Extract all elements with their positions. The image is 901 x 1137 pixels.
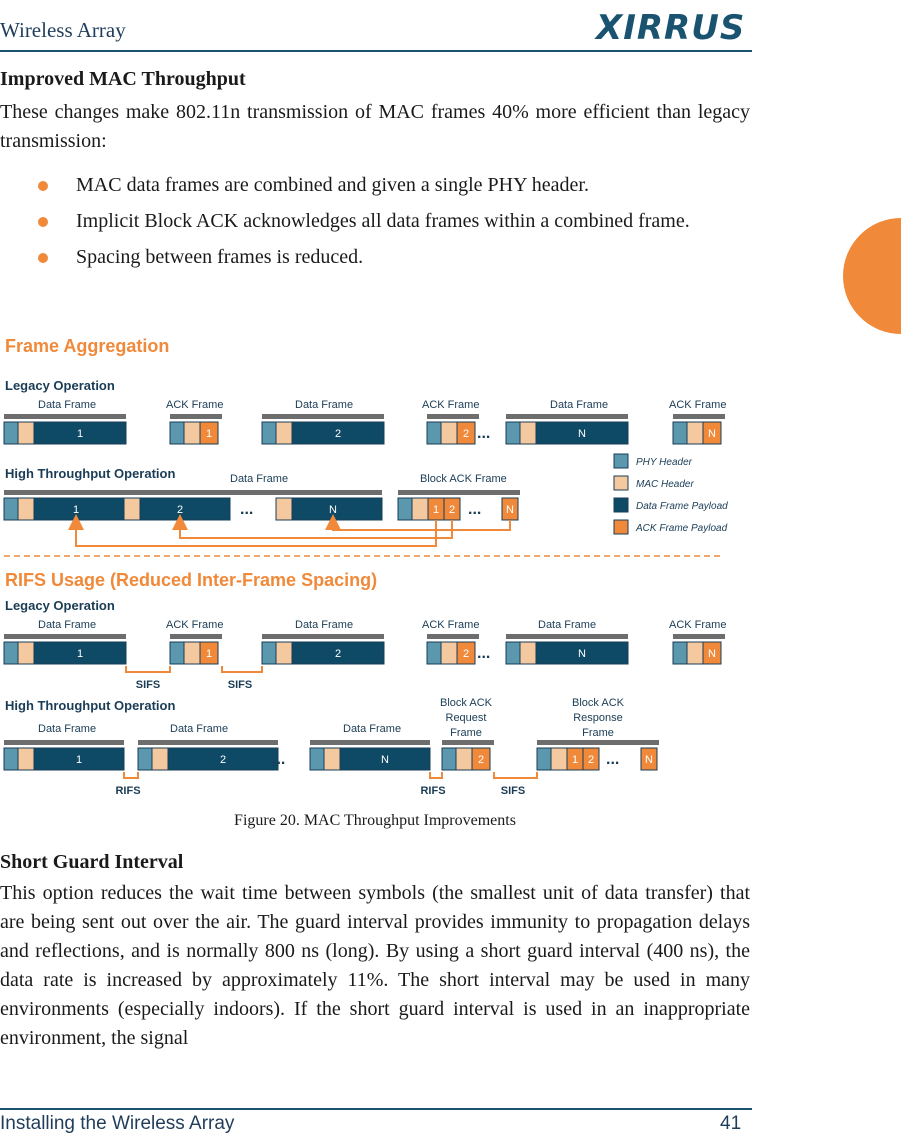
mac-header-cell [441, 642, 457, 664]
frame-bar [506, 634, 628, 639]
block-ack-response-label: Response [573, 712, 623, 724]
page-number: 41 [720, 1113, 742, 1134]
frame-number-label: 2 [176, 504, 184, 516]
frame-number-label: 2 [219, 754, 227, 766]
legend-swatch [614, 476, 628, 490]
frame-bar [537, 740, 659, 745]
frame-type-label: Data Frame [295, 399, 354, 411]
frame-bar [4, 490, 382, 495]
phy-header-cell [310, 748, 324, 770]
mac-header-cell [687, 642, 703, 664]
ack-number-label: N [506, 504, 514, 516]
frame-number-label: N [578, 648, 586, 660]
frame-type-label: Data Frame [295, 619, 354, 631]
footer-rule [0, 1108, 752, 1110]
phy-header-cell [4, 498, 18, 520]
ellipsis: ... [477, 425, 491, 442]
frame-type-label: ACK Frame [422, 619, 480, 631]
ack-mapping-arrow [76, 520, 436, 546]
ack-number-label: 1 [205, 428, 213, 440]
legend-label: PHY Header [636, 457, 692, 468]
ack-number-label: 2 [448, 504, 456, 516]
spacing-label: SIFS [135, 679, 161, 691]
mac-header-cell [184, 422, 200, 444]
header-title: Wireless Array [0, 18, 126, 42]
bullet-item: Implicit Block ACK acknowledges all data frames within a combined frame. [0, 207, 750, 235]
frame-bar [4, 634, 126, 639]
spacing-bracket [494, 772, 537, 778]
frame-bar [506, 414, 628, 419]
phy-header-cell [4, 422, 18, 444]
frame-bar [4, 740, 124, 745]
bullet-item: Spacing between frames is reduced. [0, 243, 750, 271]
ack-number-label: 1 [205, 648, 213, 660]
phy-header-cell [442, 748, 456, 770]
frame-number-label: 1 [76, 648, 84, 660]
spacing-bracket [124, 772, 138, 778]
mac-header-cell [276, 498, 292, 520]
legend-swatch [614, 498, 628, 512]
legend-label: ACK Frame Payload [636, 523, 728, 534]
spacing-label: RIFS [420, 785, 446, 797]
phy-header-cell [4, 642, 18, 664]
phy-header-cell [4, 748, 18, 770]
mac-header-cell [18, 748, 34, 770]
mac-header-cell [276, 642, 292, 664]
bullet-dot-icon [38, 253, 48, 263]
frame-type-label: ACK Frame [166, 619, 224, 631]
phy-header-cell [170, 642, 184, 664]
section-heading-mac-throughput: Improved MAC Throughput [0, 68, 246, 90]
frame-type-label: Data Frame [343, 723, 402, 735]
frame-bar [170, 414, 222, 419]
mac-header-cell [152, 748, 168, 770]
frame-bar [310, 740, 430, 745]
frame-number-label: N [329, 504, 337, 516]
block-ack-response-label: Block ACK [572, 697, 624, 709]
frame-bar [170, 634, 222, 639]
block-ack-request-label: Frame [450, 727, 482, 739]
frame-type-label: ACK Frame [669, 619, 727, 631]
spacing-bracket [222, 666, 262, 672]
title-frame-aggregation: Frame Aggregation [5, 336, 170, 356]
legend-swatch [614, 454, 628, 468]
frame-type-label: Data Frame [38, 399, 97, 411]
xirrus-logo: XIRRUS [596, 8, 746, 48]
spacing-bracket [430, 772, 442, 778]
phy-header-cell [673, 642, 687, 664]
frame-number-label: 2 [334, 648, 342, 660]
ellipsis: ... [477, 645, 491, 662]
ack-number-label: 2 [477, 754, 485, 766]
phy-header-cell [170, 422, 184, 444]
mac-header-cell [551, 748, 567, 770]
mac-header-cell [276, 422, 292, 444]
legacy-operation-label: Legacy Operation [5, 378, 115, 393]
frame-type-label: Data Frame [538, 619, 597, 631]
ellipsis: ... [468, 501, 482, 518]
bullet-dot-icon [38, 217, 48, 227]
mac-header-cell [324, 748, 340, 770]
bullet-dot-icon [38, 181, 48, 191]
section-heading-short-guard: Short Guard Interval [0, 851, 184, 873]
frame-type-label: Data Frame [230, 473, 289, 485]
ack-mapping-arrow [333, 520, 510, 530]
frame-type-label: Data Frame [38, 619, 97, 631]
footer-title: Installing the Wireless Array [0, 1113, 235, 1134]
phy-header-cell [673, 422, 687, 444]
mac-header-cell [441, 422, 457, 444]
mac-header-cell [18, 422, 34, 444]
mac-header-cell [456, 748, 472, 770]
header-rule [0, 50, 752, 52]
phy-header-cell [427, 422, 441, 444]
phy-header-cell [138, 748, 152, 770]
legend-label: Data Frame Payload [636, 501, 728, 512]
phy-header-cell [398, 498, 412, 520]
phy-header-cell [262, 642, 276, 664]
frame-bar [138, 740, 278, 745]
mac-header-cell [184, 642, 200, 664]
phy-header-cell [262, 422, 276, 444]
frame-bar [262, 414, 384, 419]
legacy-operation-label: Legacy Operation [5, 598, 115, 613]
ack-number-label: N [645, 754, 653, 766]
legend-label: MAC Header [636, 479, 694, 490]
frame-bar [442, 740, 494, 745]
title-rifs-usage: RIFS Usage (Reduced Inter-Frame Spacing) [5, 570, 378, 590]
chapter-tab-marker [843, 218, 901, 334]
mac-header-cell [687, 422, 703, 444]
bullet-item: MAC data frames are combined and given a single PHY header. [0, 171, 750, 199]
ack-number-label: 1 [571, 754, 579, 766]
ht-operation-label: High Throughput Operation [5, 698, 176, 713]
bullet-list [0, 171, 750, 279]
frame-bar [398, 490, 520, 495]
ellipsis: ... [240, 501, 254, 518]
frame-type-label: ACK Frame [422, 399, 480, 411]
frame-bar [4, 414, 126, 419]
phy-header-cell [506, 642, 520, 664]
ht-operation-label: High Throughput Operation [5, 466, 176, 481]
frame-number-label: N [578, 428, 586, 440]
data-payload-cell [140, 498, 230, 520]
ellipsis: ... [606, 751, 620, 768]
ellipsis: ... [272, 751, 286, 768]
legend-swatch [614, 520, 628, 534]
figure-caption: Figure 20. MAC Throughput Improvements [234, 812, 516, 829]
spacing-label: SIFS [500, 785, 526, 797]
frame-type-label: Data Frame [38, 723, 97, 735]
mac-header-cell [520, 642, 536, 664]
mac-header-cell [520, 422, 536, 444]
ack-number-label: N [708, 428, 716, 440]
frame-bar [262, 634, 384, 639]
mac-throughput-diagram [0, 330, 752, 800]
block-ack-request-label: Request [445, 712, 487, 724]
mac-header-cell [412, 498, 428, 520]
mac-header-cell [18, 642, 34, 664]
frame-type-label: Data Frame [550, 399, 609, 411]
frame-number-label: 1 [72, 504, 80, 516]
mac-header-cell [124, 498, 140, 520]
frame-number-label: 2 [334, 428, 342, 440]
frame-bar [427, 414, 479, 419]
data-payload-cell [292, 498, 382, 520]
ack-number-label: 2 [587, 754, 595, 766]
phy-header-cell [506, 422, 520, 444]
ack-number-label: 2 [462, 648, 470, 660]
mac-header-cell [18, 498, 34, 520]
phy-header-cell [427, 642, 441, 664]
frame-number-label: 1 [75, 754, 83, 766]
spacing-label: SIFS [227, 679, 253, 691]
frame-bar [427, 634, 479, 639]
phy-header-cell [537, 748, 551, 770]
frame-bar [673, 414, 725, 419]
frame-type-label: Data Frame [170, 723, 229, 735]
ack-number-label: N [708, 648, 716, 660]
ack-number-label: 2 [462, 428, 470, 440]
block-ack-response-label: Frame [582, 727, 614, 739]
section-body-short-guard: This option reduces the wait time between symbols (the smallest unit of data transfer) that are being sent out over the air. The guard interval provides immunity to propagation delays and reflections, and is normally 800 ns (long). By using a short guard interval (400 ns), the data rate is increased by approximately 11%. The short interval may be used in many environments (especially indoors). If the short guard interval is used in an inappropriate environment, the signal [0, 882, 750, 1049]
spacing-bracket [126, 666, 170, 672]
ack-number-label: 1 [432, 504, 440, 516]
frame-type-label: ACK Frame [166, 399, 224, 411]
section-intro: These changes make 802.11n transmission of MAC frames 40% more efficient than legacy transmission: [0, 101, 750, 152]
frame-type-label: Block ACK Frame [420, 473, 507, 485]
block-ack-request-label: Block ACK [440, 697, 492, 709]
spacing-label: RIFS [115, 785, 141, 797]
frame-number-label: N [381, 754, 389, 766]
frame-number-label: 1 [76, 428, 84, 440]
frame-bar [673, 634, 725, 639]
frame-type-label: ACK Frame [669, 399, 727, 411]
